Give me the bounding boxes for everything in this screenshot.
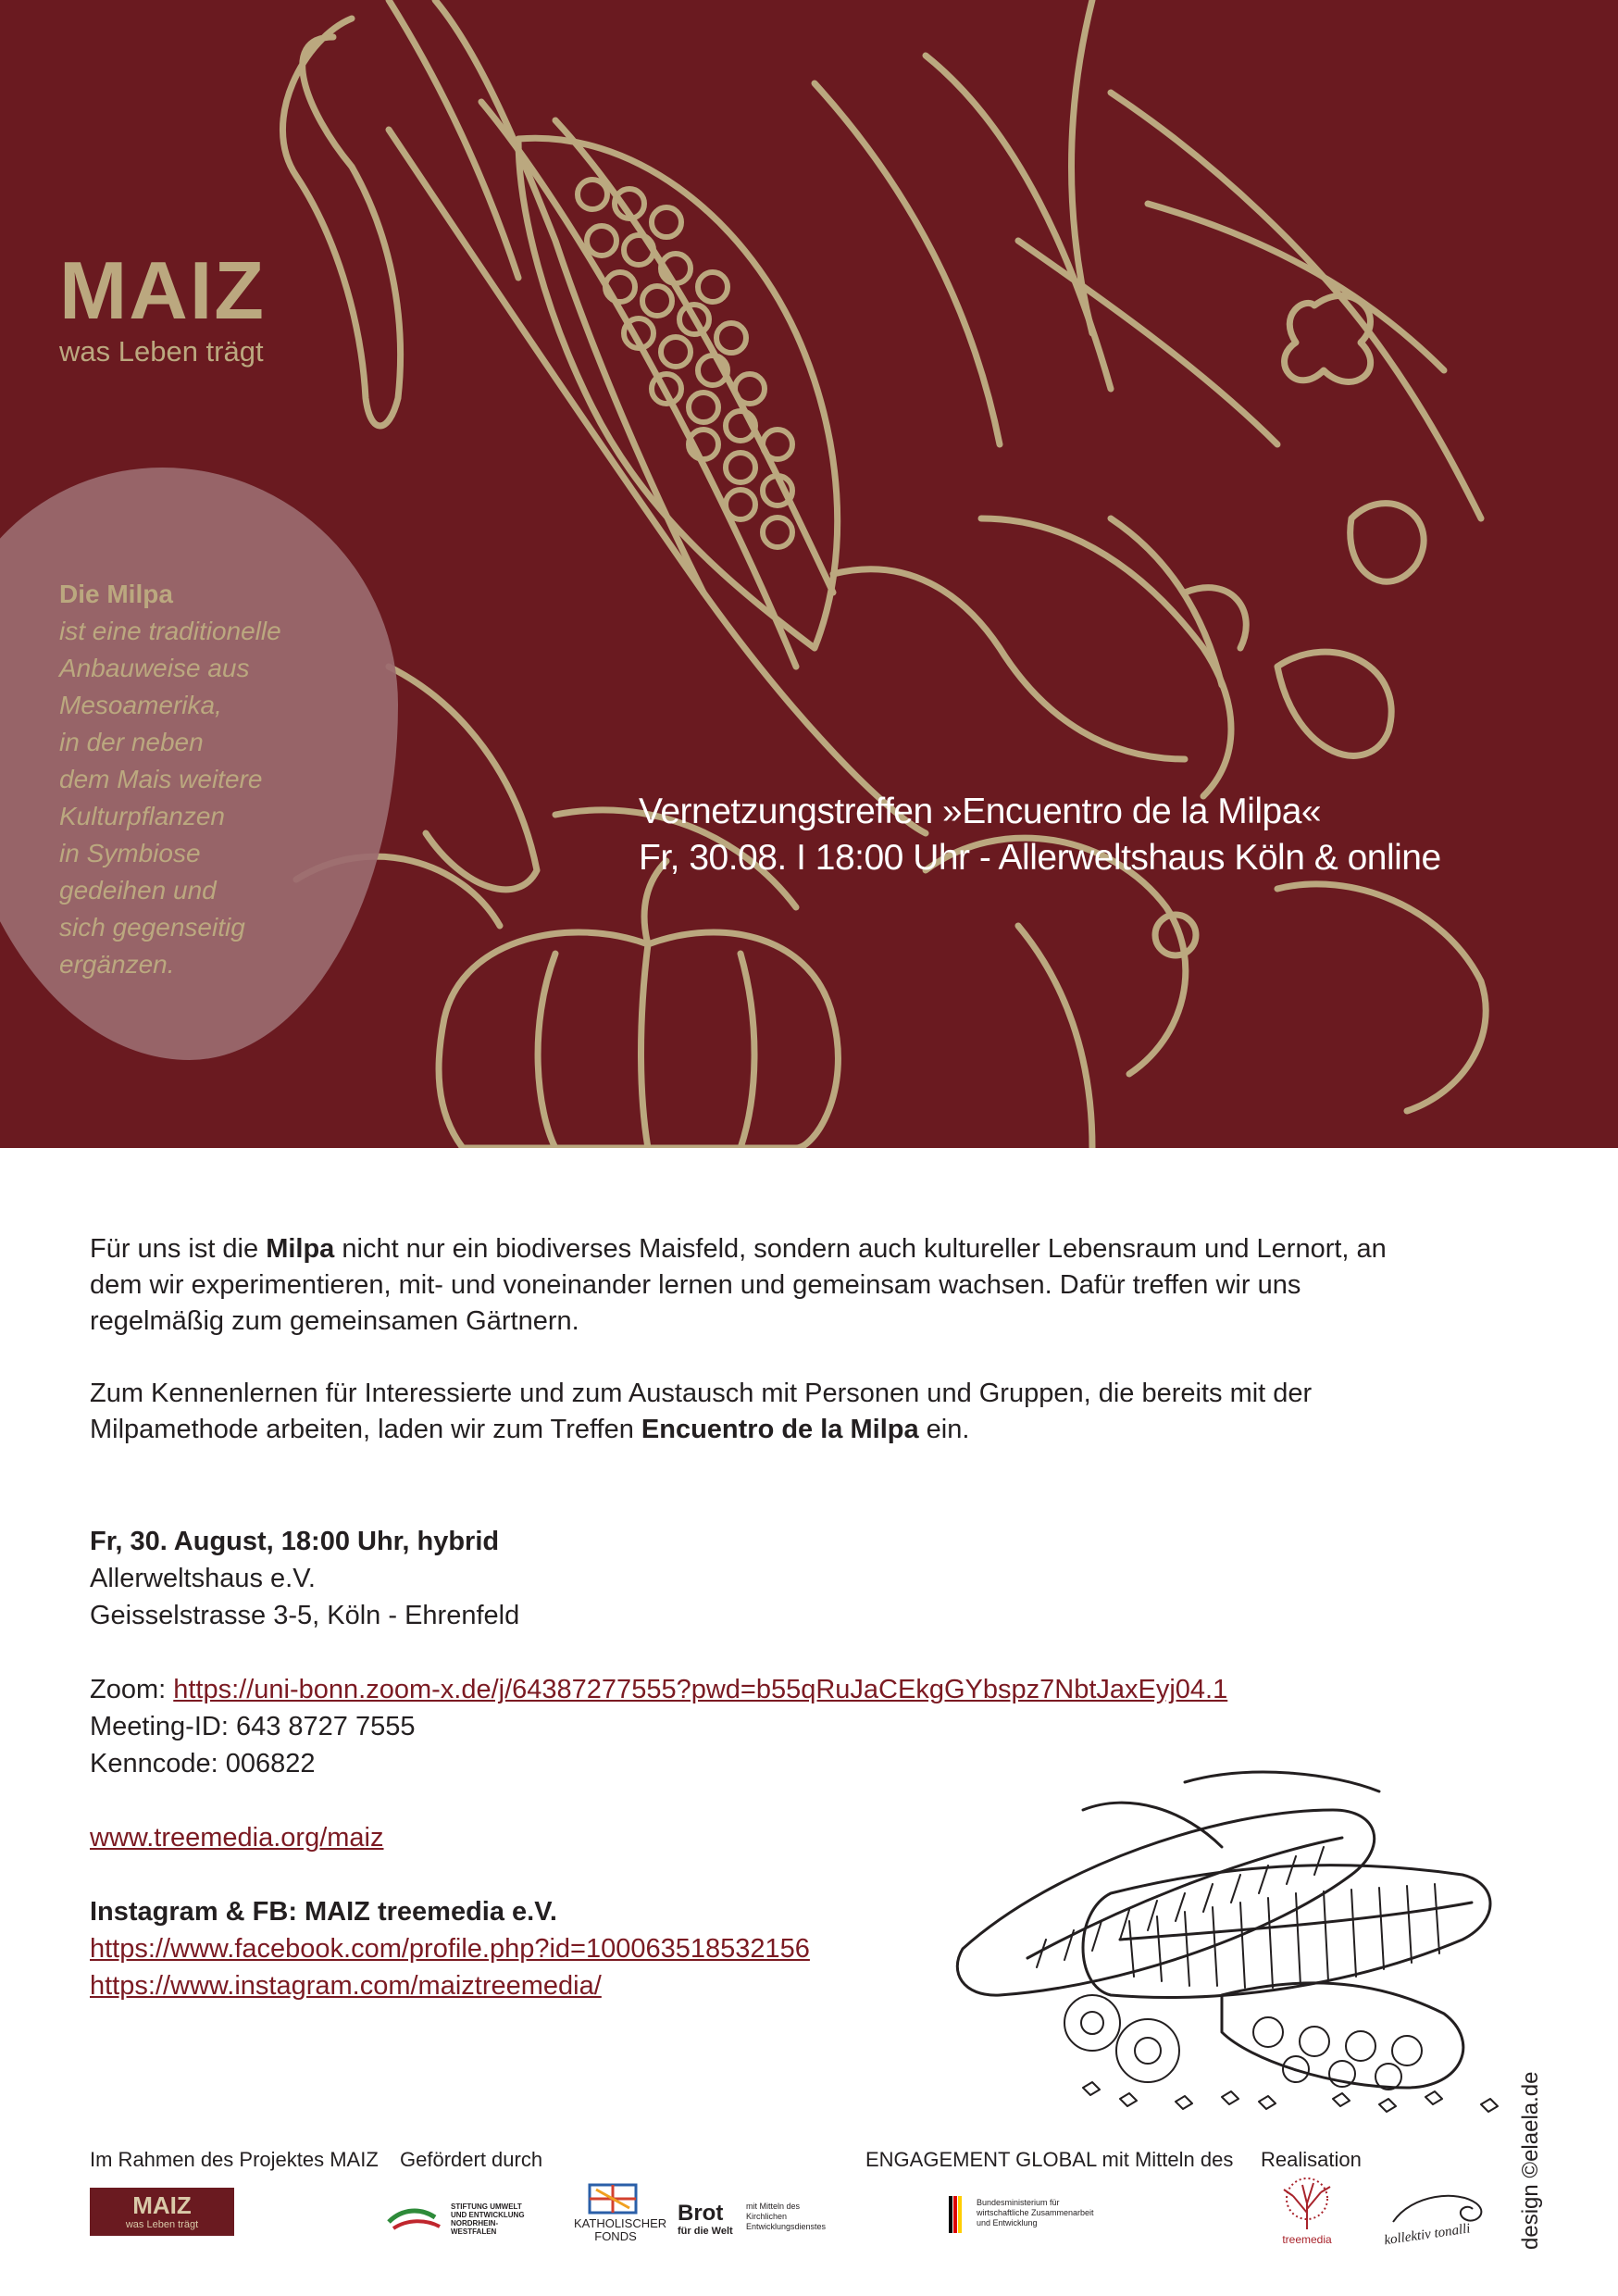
brot-fuer-die-welt-logo (678, 2202, 835, 2248)
instagram-link[interactable]: https://www.instagram.com/maiztreemedia/ (90, 1971, 602, 2001)
facebook-link[interactable]: https://www.facebook.com/profile.php?id=100063518532156 (90, 1934, 810, 1964)
bmz-line: wirtschaftliche Zusammenarbeit (977, 2208, 1094, 2217)
zoom-link[interactable]: https://uni-bonn.zoom-x.de/j/64387277555?pwd=b55qRuJaCEkgGYbspz7NbtJaxEyj04.1 (173, 1675, 1228, 1704)
milpa-line: Kulturpflanzen (59, 802, 226, 830)
bmz-logo (949, 2196, 1115, 2239)
katholischer-fonds-icon (585, 2180, 641, 2217)
intro-text (90, 1231, 1423, 1448)
milpa-line: in Symbiose (59, 839, 201, 867)
event-headline (639, 789, 1441, 881)
milpa-title: Die Milpa (59, 580, 173, 608)
maiz-footer-logo (90, 2188, 234, 2236)
katholischer-line: FONDS (594, 2229, 637, 2243)
text-span: ein. (918, 1415, 970, 1444)
intro-paragraph-1 (90, 1231, 1423, 1340)
logo-word: MAIZ (59, 244, 267, 336)
event-venue: Allerweltshaus e.V. (90, 1564, 316, 1593)
corn-cobs-illustration (944, 1754, 1509, 2115)
footer-label-project: Im Rahmen des Projektes MAIZ (90, 2148, 379, 2171)
bmz-line: und Entwicklung (977, 2218, 1038, 2227)
tree-icon (1275, 2176, 1339, 2231)
website-link[interactable]: www.treemedia.org/maiz (90, 1823, 384, 1853)
maiz-footer-tag: was Leben trägt (125, 2219, 199, 2230)
logo-tagline: was Leben trägt (59, 335, 264, 368)
katholischer-line: KATHOLISCHER (574, 2216, 667, 2230)
maiz-footer-word: MAIZ (132, 2191, 192, 2219)
event-date: Fr, 30. August, 18:00 Uhr, hybrid (90, 1527, 500, 1556)
footer-label-funded: Gefördert durch (400, 2148, 543, 2171)
meeting-id: Meeting-ID: 643 8727 7555 (90, 1712, 416, 1741)
footer-label-realisation: Realisation (1261, 2148, 1362, 2171)
passcode: Kenncode: 006822 (90, 1749, 316, 1778)
headline-title: Vernetzungstreffen »Encuentro de la Milpa« (639, 792, 1322, 831)
design-credit: design ©elaela.de (1518, 2071, 1543, 2250)
brot-note-line: Kirchlichen (746, 2212, 788, 2221)
zoom-label: Zoom: (90, 1675, 174, 1704)
milpa-line: gedeihen und (59, 876, 217, 905)
brot-note-line: mit Mitteln des (746, 2202, 801, 2211)
text-span: nicht nur ein biodiverses Maisfeld, sondern auch kultureller Lebensraum und Lernort, an dem wir experimentieren, mit- und voneinander lernen und gemeinsam wachsen. Dafür treffen wir uns regelmäßig zum gemeinsamen Gärtnern. (90, 1234, 1387, 1336)
encuentro-bold: Encuentro de la Milpa (641, 1415, 919, 1444)
bmz-line: Bundesministerium für (977, 2198, 1060, 2207)
treemedia-logo (1270, 2176, 1344, 2254)
brot-note-line: Entwicklungsdienstes (746, 2222, 827, 2231)
milpa-line: sich gegenseitig (59, 913, 245, 942)
katholischer-fonds-logo (574, 2180, 667, 2245)
zoom-line (90, 1671, 1227, 1708)
milpa-line: in der neben (59, 728, 204, 756)
social-heading: Instagram & FB: MAIZ treemedia e.V. (90, 1897, 557, 1927)
text-span: Für uns ist die (90, 1234, 267, 1264)
stiftung-swoosh-icon (384, 2199, 449, 2236)
event-address: Geisselstrasse 3-5, Köln - Ehrenfeld (90, 1601, 520, 1630)
stiftung-line: UND ENTWICKLUNG (451, 2211, 525, 2219)
text-span: Zum Kennenlernen für Interessierte und zum Austausch mit Personen und Gruppen, die bereits mit der Milpamethode arbeiten, laden wir zum Treffen (90, 1379, 1313, 1444)
headline-datetime: Fr, 30.08. I 18:00 Uhr - Allerweltshaus Köln & online (639, 838, 1441, 878)
kollektiv-tonalli-logo (1384, 2185, 1495, 2250)
stiftung-line: STIFTUNG UMWELT (451, 2202, 522, 2211)
milpa-bold: Milpa (266, 1234, 335, 1264)
milpa-description (59, 576, 365, 983)
stiftung-line: NORDRHEIN-WESTFALEN (451, 2219, 499, 2236)
milpa-line: dem Mais weitere (59, 765, 263, 793)
german-flag-icon (949, 2196, 962, 2233)
brot-word: Brot (678, 2201, 724, 2226)
maiz-logo (59, 244, 267, 368)
stiftung-logo (384, 2199, 532, 2236)
milpa-line: ergänzen. (59, 950, 175, 979)
brot-sub: für die Welt (678, 2226, 733, 2237)
footer-label-engagement: ENGAGEMENT GLOBAL mit Mitteln des (865, 2148, 1234, 2171)
intro-paragraph-2 (90, 1376, 1423, 1448)
treemedia-label: treemedia (1282, 2233, 1332, 2246)
milpa-line: Mesoamerika, (59, 691, 222, 719)
milpa-line: Anbauweise aus (59, 654, 250, 682)
kollektiv-label: kollektiv tonalli (1383, 2221, 1472, 2249)
milpa-line: ist eine traditionelle (59, 617, 281, 645)
